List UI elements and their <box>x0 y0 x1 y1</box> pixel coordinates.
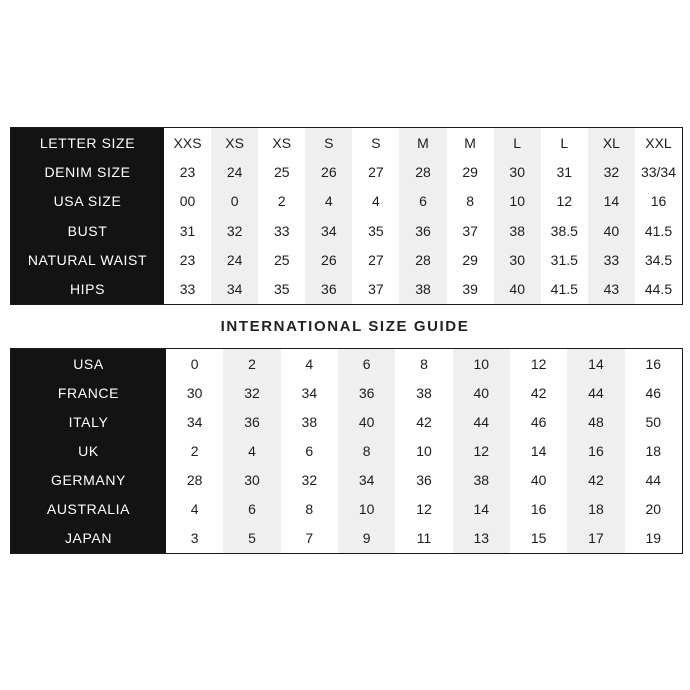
table-cell: XS <box>272 134 292 151</box>
table-column <box>223 349 280 553</box>
table-cell: XXL <box>645 134 672 151</box>
table-cell: 35 <box>273 281 290 298</box>
table-cell: 24 <box>226 163 243 180</box>
table-cell: 27 <box>368 251 384 268</box>
size-chart-table <box>10 127 683 305</box>
table-cell: 29 <box>462 163 478 180</box>
table-cell: 14 <box>473 501 490 518</box>
table-cell: 36 <box>415 222 431 239</box>
table-cell: 12 <box>416 501 432 518</box>
table-cell: 4 <box>372 193 380 210</box>
table-cell: 40 <box>358 413 375 430</box>
table-cell: 4 <box>324 193 333 210</box>
table-cell: 19 <box>645 530 662 547</box>
table-cell: 10 <box>358 501 375 518</box>
table-cell: 31.5 <box>550 251 578 268</box>
table-cell: S <box>324 134 334 151</box>
table-cell: 18 <box>588 501 604 518</box>
table-cell: 28 <box>415 251 431 268</box>
row-label-germany: GERMANY <box>51 472 126 489</box>
row-label-japan: JAPAN <box>64 530 113 547</box>
table-cell: 27 <box>368 163 384 180</box>
table-column <box>588 128 635 304</box>
table-cell: 3 <box>190 530 199 547</box>
table-cell: 16 <box>530 501 547 518</box>
table-cell: 16 <box>588 442 604 459</box>
table-cell: 34 <box>226 281 243 298</box>
table-cell: 36 <box>244 413 260 430</box>
table-cell: 44.5 <box>644 281 673 298</box>
table-cell: 30 <box>186 384 203 401</box>
table-cell: 42 <box>588 472 604 489</box>
table-cell: 0 <box>190 355 199 372</box>
table-cell: 37 <box>462 222 478 239</box>
table-cell: 41.5 <box>550 281 578 298</box>
table-cell: 29 <box>462 251 478 268</box>
international-columns <box>166 349 682 553</box>
size-chart-row-labels <box>11 128 164 304</box>
table-cell: M <box>417 134 429 151</box>
table-cell: 37 <box>368 281 384 298</box>
table-column <box>567 349 624 553</box>
table-column <box>352 128 399 304</box>
table-cell: 16 <box>650 193 667 210</box>
table-cell: 39 <box>462 281 478 298</box>
table-cell: 8 <box>305 501 314 518</box>
table-cell: 44 <box>645 472 662 489</box>
table-cell: 48 <box>588 413 604 430</box>
international-size-table <box>10 348 683 554</box>
table-cell: 30 <box>244 472 260 489</box>
table-cell: 38 <box>473 472 490 489</box>
table-cell: 34 <box>358 472 375 489</box>
table-cell: M <box>464 134 476 151</box>
table-cell: 16 <box>645 355 662 372</box>
table-cell: 17 <box>588 530 604 547</box>
table-cell: S <box>371 134 381 151</box>
row-label-hips: HIPS <box>69 281 106 298</box>
table-column <box>166 349 223 553</box>
table-cell: 2 <box>277 193 286 210</box>
table-column <box>635 128 682 304</box>
table-cell: 36 <box>321 281 337 298</box>
table-cell: 4 <box>248 442 256 459</box>
table-cell: 30 <box>509 163 525 180</box>
table-column <box>258 128 305 304</box>
table-cell: 40 <box>509 281 525 298</box>
table-cell: 13 <box>473 530 490 547</box>
row-label-denim-size: DENIM SIZE <box>44 163 131 180</box>
table-cell: 8 <box>362 442 371 459</box>
table-column <box>395 349 452 553</box>
table-column <box>305 128 352 304</box>
table-cell: 4 <box>190 501 199 518</box>
table-cell: 32 <box>226 222 243 239</box>
row-label-uk: UK <box>78 442 99 459</box>
table-cell: 14 <box>603 193 620 210</box>
table-cell: 40 <box>473 384 490 401</box>
table-cell: 34 <box>186 413 203 430</box>
table-cell: 32 <box>301 472 318 489</box>
table-column <box>338 349 395 553</box>
table-cell: 42 <box>416 413 432 430</box>
table-column <box>281 349 338 553</box>
row-label-bust: BUST <box>67 222 108 239</box>
row-label-usa-size: USA SIZE <box>53 193 122 210</box>
size-chart-columns <box>164 128 682 304</box>
row-label-natural-waist: NATURAL WAIST <box>27 251 148 268</box>
table-cell: 31 <box>179 222 196 239</box>
table-cell: 9 <box>362 530 371 547</box>
table-cell: 41.5 <box>644 222 673 239</box>
table-cell: 12 <box>530 355 547 372</box>
table-cell: 32 <box>244 384 260 401</box>
table-column <box>541 128 588 304</box>
table-cell: 32 <box>603 163 620 180</box>
row-label-italy: ITALY <box>68 413 109 430</box>
table-cell: 46 <box>530 413 547 430</box>
table-cell: 0 <box>230 193 239 210</box>
table-cell: 38 <box>509 222 525 239</box>
table-cell: 15 <box>530 530 547 547</box>
table-cell: XL <box>602 134 620 151</box>
table-cell: 4 <box>305 355 314 372</box>
table-column <box>510 349 567 553</box>
table-cell: 5 <box>248 530 256 547</box>
row-label-usa: USA <box>73 355 104 372</box>
table-column <box>453 349 510 553</box>
table-cell: L <box>513 134 522 151</box>
table-cell: 38 <box>416 384 432 401</box>
table-cell: 28 <box>186 472 203 489</box>
table-cell: 33 <box>273 222 290 239</box>
table-cell: 11 <box>416 530 432 547</box>
table-cell: L <box>560 134 569 151</box>
table-cell: 35 <box>368 222 384 239</box>
table-column <box>164 128 211 304</box>
table-column <box>211 128 258 304</box>
table-cell: 36 <box>416 472 432 489</box>
table-cell: 42 <box>530 384 547 401</box>
table-cell: 7 <box>305 530 314 547</box>
table-cell: 44 <box>588 384 604 401</box>
table-cell: 43 <box>603 281 620 298</box>
row-label-letter-size: LETTER SIZE <box>39 134 136 151</box>
table-cell: 25 <box>273 251 290 268</box>
table-cell: 6 <box>248 501 256 518</box>
table-cell: 30 <box>509 251 525 268</box>
table-cell: 25 <box>273 163 290 180</box>
table-cell: 46 <box>645 384 662 401</box>
table-cell: 34.5 <box>644 251 673 268</box>
table-cell: XS <box>225 134 244 151</box>
international-row-labels <box>11 349 166 553</box>
table-cell: 12 <box>556 193 573 210</box>
table-cell: 40 <box>603 222 620 239</box>
table-cell: 23 <box>179 251 196 268</box>
table-cell: 12 <box>473 442 490 459</box>
table-cell: 28 <box>415 163 431 180</box>
table-cell: 14 <box>530 442 547 459</box>
table-cell: 34 <box>301 384 318 401</box>
table-column <box>447 128 494 304</box>
table-cell: 50 <box>645 413 662 430</box>
table-cell: 33 <box>179 281 196 298</box>
table-cell: 24 <box>226 251 243 268</box>
table-column <box>494 128 541 304</box>
table-cell: 14 <box>588 355 604 372</box>
table-cell: 20 <box>645 501 662 518</box>
table-cell: 31 <box>556 163 573 180</box>
table-cell: 10 <box>509 193 525 210</box>
table-cell: 36 <box>358 384 375 401</box>
table-cell: 8 <box>420 355 428 372</box>
table-column <box>625 349 682 553</box>
table-cell: 6 <box>419 193 427 210</box>
row-label-france: FRANCE <box>57 384 120 401</box>
table-cell: 38 <box>301 413 318 430</box>
table-cell: 2 <box>248 355 256 372</box>
table-cell: 00 <box>179 193 196 210</box>
table-cell: 26 <box>321 163 337 180</box>
table-column <box>399 128 446 304</box>
table-cell: 34 <box>321 222 337 239</box>
table-cell: 6 <box>305 442 314 459</box>
table-cell: 2 <box>190 442 199 459</box>
table-cell: 44 <box>473 413 490 430</box>
table-cell: 10 <box>473 355 490 372</box>
table-cell: 18 <box>645 442 662 459</box>
row-label-australia: AUSTRALIA <box>46 501 131 518</box>
table-cell: 38 <box>415 281 431 298</box>
table-cell: 23 <box>179 163 196 180</box>
table-cell: 26 <box>321 251 337 268</box>
table-cell: XXS <box>173 134 202 151</box>
table-cell: 40 <box>530 472 547 489</box>
table-cell: 8 <box>466 193 474 210</box>
table-cell: 38.5 <box>550 222 578 239</box>
table-cell: 33 <box>603 251 620 268</box>
table-cell: 10 <box>416 442 432 459</box>
table-cell: 33/34 <box>640 163 676 180</box>
table-cell: 6 <box>362 355 371 372</box>
international-size-guide-title: INTERNATIONAL SIZE GUIDE <box>220 318 470 335</box>
